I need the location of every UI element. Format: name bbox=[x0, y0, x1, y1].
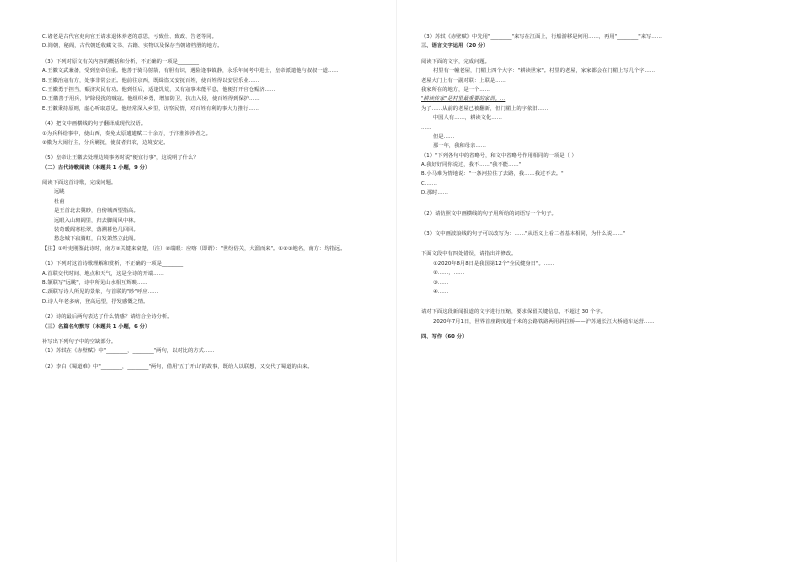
text-line: 老屋大门上有一副对联：上联是…… bbox=[421, 77, 506, 84]
section-heading: （三）名篇名句默写（本题共 1 小题，6 分） bbox=[42, 323, 151, 330]
text-line: D.王徽善于用兵，铲除侵扰的贼寇。他组织乡勇，增加防卫，抗击入侵，使百姓得到保护…… bbox=[42, 96, 260, 103]
text-line: D.那时…… bbox=[421, 190, 448, 197]
text-line: 为了……从前的老屋已被翻新，但门楣上的字依旧…… bbox=[421, 105, 549, 112]
section-heading: 四、写作（60 分） bbox=[421, 334, 468, 341]
text-line: 那一年，我和母亲…… bbox=[433, 143, 486, 150]
text-line: （4）把文中画横线的句子翻译成现代汉语。 bbox=[42, 121, 147, 128]
page-fold bbox=[396, 0, 397, 562]
text-line: B.王徽治寇有方，处事非常公正。他前往京西，既缉盗又安抚百姓，使百姓得以安居乐业…… bbox=[42, 77, 260, 84]
text-line: 中国人有……，耕读文化…… bbox=[433, 115, 502, 122]
text-line: B.小马难为情地说："一条河拉住了去路，我……我过不去。" bbox=[421, 171, 564, 178]
text-line: （2）李白《蜀道难》中"________，________"两句，借用'五丁开山'的故事，既给人以联想，又交代了蜀道的由来。 bbox=[42, 363, 313, 370]
text-line: （1）下列对这首诗歌理解和赏析，不正确的一项是________ bbox=[42, 261, 184, 268]
text-line: 下面文段中有四处错误，请指出并修改。 bbox=[421, 251, 517, 258]
text-line: 但是…… bbox=[433, 133, 455, 140]
text-line: （2）请仿照文中画横线的句子用所给的词语写一个句子。 bbox=[421, 210, 557, 217]
text-line: 请对下面这段新闻报道的文字进行压缩，要求保留关键信息，不超过 30 个字。 bbox=[421, 309, 606, 316]
text-line: D.简朝，秘阁，古代朝廷收藏文书、古籍、实物以及保存当朝诸档册的地方。 bbox=[42, 43, 223, 50]
text-line: …… bbox=[421, 124, 432, 131]
text-line: C.王徽勇于担当，赈济灾民有功。他到任后，适逢饥荒，又有寇事未能平息，他便打开官仓赈济…… bbox=[42, 86, 276, 93]
text-line: （3）苏轼《赤壁赋》中先用"________"来写在江面上，行船游移是何用……，再用"________"来写…… bbox=[421, 34, 662, 40]
poem-note: 【注】①叶吏刚鉴此诗时，南方②关键来衰楚，（注）②端眼：应喀（即谓）："世纷俗关，大溜而来"。①②③地名，南方：均指远。 bbox=[42, 245, 346, 252]
text-line: 补写出下列句子中的空缺部分。 bbox=[42, 338, 117, 345]
text-line: A.首联交代时间、地点和天气，这是全诗的开端…… bbox=[42, 270, 164, 277]
text-line: C.诸老是古代官吏向官王请求退休养老的意思，亏致仕、致政、告老等同。 bbox=[42, 34, 217, 40]
text-line: A.王徽文武兼备，受到皇帝信重。他善于骑马射箭，有胆有识，遇险逢事镇静，永乐年间考中进士，皇帝派遣他与叔叔一道…… bbox=[42, 68, 339, 75]
text-line: A.我好好同你说过，我不……"我不能……" bbox=[421, 162, 522, 169]
text-line: 我家所在的地方，是一个…… bbox=[421, 86, 490, 93]
section-heading: 三、语言文字运用（20 分） bbox=[421, 43, 489, 50]
text-line: ②徽为大闹行主，分兵剿抚，使贫者归农，边境安定。 bbox=[42, 139, 169, 146]
text-line: （1）苏轼在《赤壁赋》中"________，________"两句，以对比的方式…… bbox=[42, 348, 215, 355]
left-column bbox=[42, 33, 387, 372]
text-line: ③…… bbox=[433, 279, 449, 286]
right-column bbox=[421, 33, 766, 343]
poem-line: 远眼入山斑阔里，归去脚阅风中林。 bbox=[54, 217, 139, 224]
text-line: ①2020年8月8日是我国第12个"全民健身日"。…… bbox=[433, 260, 555, 267]
text-line: ①为兵科给事中，使山西，奏免太原逋逋赋二十余万，于汴淮涉涉者之。 bbox=[42, 130, 211, 137]
poem-author: 杜甫 bbox=[54, 198, 65, 205]
text-line: 村里有一幢老屋，门楣上四个大字："耕读世家"。村里的老屋，家家都会在门楣上写几个字…… bbox=[433, 68, 656, 75]
text-line: 阅读下面的文字，完成问题。 bbox=[421, 58, 490, 65]
text-line-underlined: "耕读传家"是村里最重要的家训。… bbox=[421, 96, 506, 103]
text-line: 阅读下面这首诗歌，完成问题。 bbox=[42, 180, 117, 187]
text-line: C.颈联写诗人所见的景象，与首联的"眇"呼应…… bbox=[42, 289, 159, 296]
poem-title: 远眺 bbox=[54, 189, 65, 196]
text-line: E.王徽秉持原则，虚心听取意见。他经常深入乡里，访察民情，对百姓有利的事大力推行…… bbox=[42, 105, 259, 112]
text-line: （1）"下列各句中的省略号，和文中省略号作用相同的一项是（ ） bbox=[421, 152, 577, 159]
text-line: （3）下列对原文有关内容的概括和分析，不正确的一项是________ bbox=[42, 58, 199, 65]
section-heading: （二）古代诗歌阅读（本题共 1 小题，9 分） bbox=[42, 164, 151, 171]
text-line: 2020年7月1日，世界首座跨度超千米的公路铁路两用斜拉桥——沪苏通长江大桥通车运营…… bbox=[433, 318, 655, 325]
text-line: ②……，…… bbox=[433, 270, 465, 277]
text-line: B.颔联写"远眺"，诗中所见山水相互辉映…… bbox=[42, 279, 148, 286]
poem-line: 装奇暖阁寒松翠，落溯暮色几回回。 bbox=[54, 227, 139, 234]
poem-line: 是王首北去冀眇，自傍城西望指高。 bbox=[54, 208, 139, 215]
text-line: （5）皇帝让王徽去处理边境事务时说"便宜行事"，这说明了什么？ bbox=[42, 155, 199, 162]
text-line: （2）诗的最后两句表达了什么情感？请结合全诗分析。 bbox=[42, 314, 173, 321]
text-line: ④…… bbox=[433, 288, 449, 295]
poem-line: 愁念城下寂骑虹，白发萧然立此阁。 bbox=[54, 236, 139, 243]
text-line: （3）文中画波浪线的句子可以改写为：……"从语义上看二者基本相同，为什么说……" bbox=[421, 231, 626, 238]
text-line: D.诗人年老多病，登高远望，抒发感慨之情。 bbox=[42, 298, 149, 305]
text-line: C.…… bbox=[421, 180, 437, 187]
